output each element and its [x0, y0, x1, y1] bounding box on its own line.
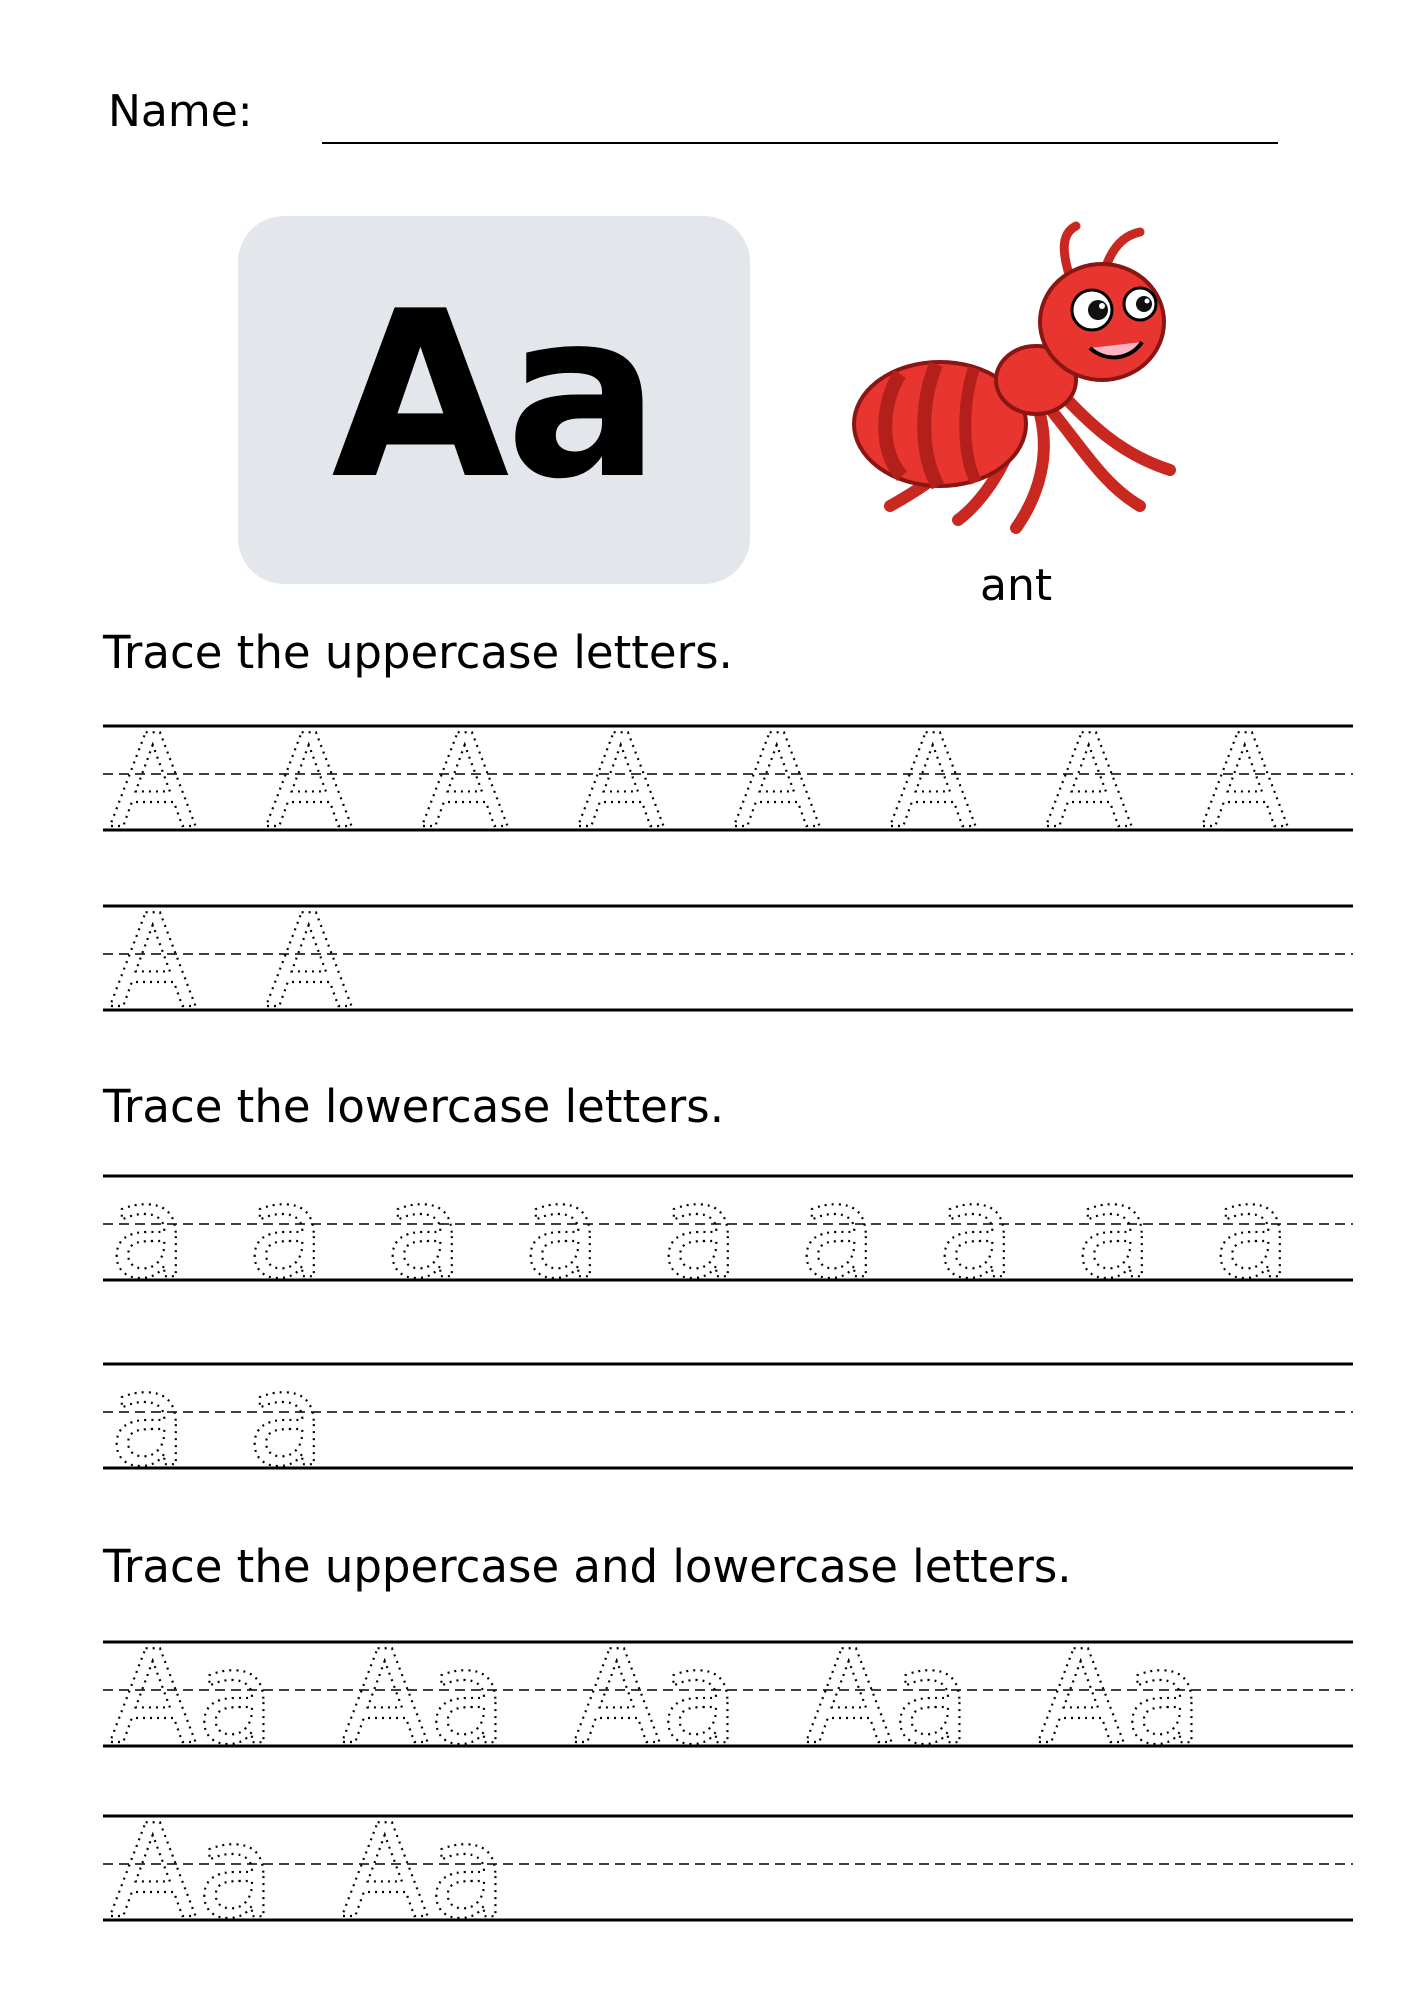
trace-letter: Aa: [341, 1814, 507, 1932]
trace-letter: A: [421, 724, 509, 842]
trace-letter: a: [247, 1174, 326, 1292]
tracing-row[interactable]: [103, 1814, 1353, 1932]
trace-letter: a: [385, 1174, 464, 1292]
trace-letter: a: [661, 1174, 740, 1292]
trace-letter: A: [109, 724, 197, 842]
section-title-mixed: Trace the uppercase and lowercase letters.: [103, 1540, 1072, 1593]
trace-letter: a: [799, 1174, 878, 1292]
trace-letter: Aa: [109, 1640, 275, 1758]
trace-letter: a: [109, 1174, 188, 1292]
trace-letter: A: [265, 724, 353, 842]
tracing-lines: [103, 1640, 1353, 1758]
tracing-lines: [103, 904, 1353, 1022]
ant-illustration: [840, 214, 1210, 544]
tracing-row[interactable]: [103, 904, 1353, 1022]
trace-letter: Aa: [341, 1640, 507, 1758]
trace-letter: a: [1213, 1174, 1292, 1292]
trace-letter: Aa: [573, 1640, 739, 1758]
trace-letter: A: [109, 904, 197, 1022]
ant-icon: [840, 214, 1210, 544]
trace-letter: a: [247, 1362, 326, 1480]
trace-letter: a: [523, 1174, 602, 1292]
trace-letter: Aa: [805, 1640, 971, 1758]
picture-word: ant: [980, 560, 1053, 611]
name-write-line[interactable]: [322, 142, 1278, 144]
trace-letter: A: [889, 724, 977, 842]
tracing-lines: [103, 1174, 1353, 1292]
section-title-uppercase: Trace the uppercase letters.: [103, 626, 733, 679]
name-label: Name:: [108, 86, 253, 137]
trace-letter: a: [1075, 1174, 1154, 1292]
trace-letter: a: [937, 1174, 1016, 1292]
tracing-row[interactable]: [103, 724, 1353, 842]
tracing-lines: [103, 1362, 1353, 1480]
tracing-lines: [103, 1814, 1353, 1932]
featured-letters: Aa: [331, 263, 657, 530]
trace-letter: A: [577, 724, 665, 842]
trace-letter: A: [1045, 724, 1133, 842]
trace-letter: a: [109, 1362, 188, 1480]
tracing-row[interactable]: [103, 1174, 1353, 1292]
tracing-lines: [103, 724, 1353, 842]
section-title-lowercase: Trace the lowercase letters.: [103, 1080, 725, 1133]
trace-letter: Aa: [1037, 1640, 1203, 1758]
tracing-row[interactable]: [103, 1640, 1353, 1758]
featured-letter-card: [238, 216, 750, 584]
trace-letter: A: [265, 904, 353, 1022]
trace-letter: Aa: [109, 1814, 275, 1932]
trace-letter: A: [1201, 724, 1289, 842]
trace-letter: A: [733, 724, 821, 842]
tracing-row[interactable]: [103, 1362, 1353, 1480]
